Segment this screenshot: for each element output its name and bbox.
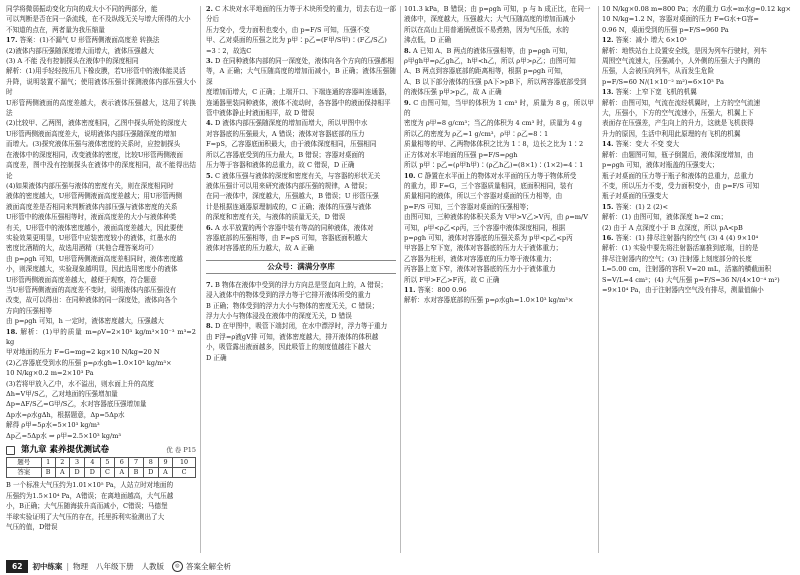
question-block xyxy=(404,46,594,98)
explanation-line: 丙容器上宽下窄，液体对容器底的压力小于液体重力 xyxy=(404,265,556,274)
table-header-cell: 8 xyxy=(143,458,158,468)
question-number: 14. xyxy=(602,140,614,149)
explanation-line: 解析：(1)用手轻轻按压几下橡皮膜，若U形管中的液体能灵活 xyxy=(6,67,186,76)
question-block xyxy=(404,285,594,306)
explanation-line: 由图可知，三种液体的体积关系为 V甲>V乙>V丙，由 ρ=m/V xyxy=(404,213,589,222)
intro-line: 液体中，深度越大，压强越大；大气压随高度的增加而减小 xyxy=(404,15,576,24)
intro-line: 不知道的点在，两者量为我压缩量 xyxy=(6,25,105,34)
explanation-line: 连通器里装同种液体，液体不流动时，各容器中的液面保持相平 xyxy=(206,98,391,107)
explanation-line: C 木块对水平地面的压力等于木块所受的重力，切去右边一部分后 xyxy=(206,5,396,24)
explanation-line: 升力的原因，生活中利用此原理的有飞机的机翼 xyxy=(602,129,741,138)
explanation-line: (2)乙容器底受到水的压强 p=ρ水gh=1.0×10³ kg/m³× xyxy=(6,358,172,367)
question-block xyxy=(602,202,794,233)
explanation-line: U形管两侧液面高度差大，说明液体内部压强随深度的增加 xyxy=(6,129,177,138)
explanation-line: B 正确；物体受到的浮力大小与物体的密度无关，C 错误； xyxy=(206,301,379,310)
answer-line: 解析：(1)甲的质量 m=ρV=2×10³ kg/m³×10⁻³ m³=2 kg xyxy=(6,327,196,346)
question-block xyxy=(206,223,396,254)
question-number: 9. xyxy=(404,98,411,107)
footer-tagline: 答案全解全析 xyxy=(185,561,231,571)
explanation-line: 由 F浮=ρ液gV排 可知，液体密度越大，排开液体的体积越 xyxy=(206,332,379,341)
intro-line: 同学将微弱振动变化方向的成大小不同的两部分，能 xyxy=(6,5,158,13)
explanation-line: 大，压强小，下方的空气流速小，压强大，机翼上下 xyxy=(602,109,754,118)
explanation-line: 解析：水对容器底部的压强 p=ρ水gh=1.0×10³ kg/m³× xyxy=(404,296,574,305)
answer-table xyxy=(6,457,196,478)
column-3 xyxy=(404,4,594,555)
question-number: 17. xyxy=(6,36,18,45)
explanation-line: D 在同种液体内部的同一深度处，液体向各个方向的压强都相 xyxy=(215,57,394,66)
intro-line: 所以在高山上用普通锅煮饭不易煮熟，因为气压低，水的 xyxy=(404,25,569,34)
explanation-line: 管中液体静止时液面相平，故 D 错误 xyxy=(206,109,315,118)
explanation-line: (2) 由于 A 点深度小于 B 点深度，所以 pA<pB xyxy=(602,223,743,232)
explanation-line: D 正确 xyxy=(206,353,227,362)
explanation-line: U形管两侧液面的高度差越大，表示液体压强越大，这用了转换法 xyxy=(6,98,196,118)
question-number: 4. xyxy=(206,119,213,128)
explanation-line: 解析：地铁站台上设置安全线，是因为列车行驶时，列车 xyxy=(602,46,767,55)
chapter-reference: 优 卷 P15 xyxy=(166,446,196,455)
question-number: 8. xyxy=(404,46,411,55)
question-number: 8. xyxy=(206,322,213,331)
explanation-line: 对容器底的压强最大，A 错误；液体对容器底部的压力 xyxy=(206,129,365,138)
explanation-line: 小，吸管露出液面越多，因此吸管上的刻度值越往下越大 xyxy=(206,343,371,352)
explanation-line: B 物体在液体中受到的浮力方向总是竖直向上的，A 错误； xyxy=(215,280,388,289)
explanation-line: B 一个标准大气压约为1.01×10⁵ Pa，人站立时对地面的 xyxy=(6,481,174,490)
explanation-line: 解析：(1) 由图可知，液体深度 h=2 cm； xyxy=(602,213,728,222)
intro-line: 10 N/kg×0.08 m=800 Pa；水的重力 G水=m水g=0.12 kg× xyxy=(602,5,792,13)
explanation-line: 瓶子对桌面的压强变大 xyxy=(602,192,668,201)
question-number: 13. xyxy=(602,88,614,97)
explanation-line: 的液体压强 p甲>p乙，故 A 正确 xyxy=(404,88,502,97)
explanation-line: 计是根据连通器原理制成的，C 正确；液体的压强与液体 xyxy=(206,202,372,211)
explanation-line: (4)如果液体内部压强与液体的密度有关，则在深度相同时 xyxy=(6,181,174,190)
table-header-cell: 3 xyxy=(69,458,84,468)
explanation-line: Δp水=ρ水gΔh，根据题意，Δp=5Δp水 xyxy=(6,410,125,419)
answer-line: 答案：(1) 2 (2)< xyxy=(615,202,668,211)
explanation-line: 甲对地面的压力 F=G=mg=2 kg×10 N/kg=20 N xyxy=(6,348,160,357)
explanation-line: 升降，说明装置不漏气；使用液体压强计探测液体内部压强大小时 xyxy=(6,77,196,97)
answer-line: 答案：(1) 排尽注射器内的空气 (3) 4 (4) 9×10⁴ xyxy=(615,233,759,242)
chapter-icon xyxy=(6,446,15,455)
explanation-line: 改变，故可以得出：在同种液体的同一深度处，液体向各个 xyxy=(6,296,178,305)
separator: | xyxy=(66,561,69,571)
intro-text xyxy=(404,4,594,46)
table-cell: D xyxy=(143,468,158,478)
explanation-line: A 已知 A、B 两点的液体压强相等，由 p=ρgh 可知， xyxy=(413,46,573,55)
explanation-line: 容器底部的压强相等，由 F=pS 可知，容器底面积越大 xyxy=(206,233,368,242)
question-block xyxy=(602,87,794,139)
column-divider xyxy=(400,6,401,553)
explanation-line: 所以乙容器底受到的压力最大，B 错误；容器对桌面的 xyxy=(206,150,365,159)
question-block xyxy=(206,4,396,56)
answer-line: 答案：(1)不漏气 U 形管两侧液面高度差 转换法 xyxy=(19,36,160,45)
explanation-line: 在同一液体中，深度越大，压强越大，B 错误；U 形管压强 xyxy=(206,192,379,201)
table-header-cell: 9 xyxy=(158,458,172,468)
table-header-cell: 2 xyxy=(55,458,69,468)
explanation-line: ρ甲gh甲=ρ乙gh乙，h甲<h乙，所以 ρ甲>ρ乙；由图可知 xyxy=(404,57,576,66)
explanation-line: 液体压强计可以用来研究液体内部压强的规律，A 错误； xyxy=(206,181,372,190)
explanation-line: 压强约为1.5×10⁴ Pa，A错误；在离地面越高，大气压越 xyxy=(6,491,174,500)
table-cell: C xyxy=(173,468,196,478)
column-divider xyxy=(598,6,599,553)
explanation-line: 压力等于容器和液体的总重力，故 C 错误，D 正确 xyxy=(206,161,355,170)
explanation-line: U形管两侧液面高度差越大，越便于观察，符合题意 xyxy=(6,275,157,284)
answer-line: 答案：减小 增大 6×10³ xyxy=(615,36,687,45)
explanation-line: A 水平放置的两个容器中装有等高的同种液体，液体对 xyxy=(215,223,374,232)
explanation-line: 压强，人会被压向列车，从而发生危险 xyxy=(602,67,715,76)
explanation-line: p=F/S=60 N/(1×10⁻² m²)=6×10³ Pa xyxy=(602,77,724,86)
subject-label: 物理 xyxy=(72,561,88,571)
question-number: 5. xyxy=(206,171,213,180)
explanation-line: Δp=ΔF/S乙=G甲/S乙，水对容器底压强增加量 xyxy=(6,400,147,409)
explanation-line: 解析：由图可知，气流在流经机翼时，上方的空气流速 xyxy=(602,98,761,107)
table-cell: C xyxy=(100,468,115,478)
table-cell: B xyxy=(129,468,143,478)
explanation-line: D 在甲图中，吸管下端封闭，在水中漂浮时，浮力等于重力 xyxy=(215,322,388,331)
explanation-line: Δh=V甲/S乙，乙对地面的压强增加量 xyxy=(6,390,118,399)
explanation-line: 质量相同的液体，所以三个容器对桌面的压力相等，由 xyxy=(404,192,563,201)
column-4 xyxy=(602,4,794,555)
explanation-line: 高度差，图中没有控制探头在液体中的深度相同，故不能得出结论 xyxy=(6,161,196,180)
explanation-line: (3)若将甲放入乙中，水不溢出，则水面上升的高度 xyxy=(6,379,154,388)
column-2 xyxy=(206,4,396,555)
question-block xyxy=(206,118,396,170)
question-block xyxy=(206,280,396,322)
explanation-line: 质量相等的甲、乙两物体体积之比为 1∶8，边长之比为 1∶2 xyxy=(404,140,584,149)
explanation-line: 的重力，即 F=G，三个容器质量相同，底面积相同，装有 xyxy=(404,181,574,190)
table-cell: B xyxy=(41,468,55,478)
explanation-line: 所以 F甲>F乙>F丙，故 C 正确 xyxy=(404,275,500,284)
explanation-line: 方向的压强相等 xyxy=(6,306,53,315)
explanation-line: 有关，U形管中的液体密度越小，液面高度差越大，因此要使 xyxy=(6,223,183,232)
explanation-line: 正方体对水平地面的压强 p=F/S=ρgh xyxy=(404,150,518,159)
explanation-line: 乙容器为柱形，液体对容器底的压力等于液体重力； xyxy=(404,254,556,263)
formula-line: Δp乙=5Δp水 ⇒ ρ甲=2.5×10³ kg/m³ xyxy=(6,431,122,440)
page-footer xyxy=(0,557,800,575)
explanation-line: (2)比较甲、乙两图，液体密度相同，乙图中探头所处的深度大 xyxy=(6,119,187,128)
question-number: 3. xyxy=(206,57,213,66)
explanation-line: 液面高度差是否相同来判断液体内部压强与液体密度的关系 xyxy=(6,202,178,211)
question-number: 10. xyxy=(404,171,416,180)
explanation-line: U形管中的液体压强相等时，液面高度差的大小与液体种类 xyxy=(6,213,177,222)
question-number: 12. xyxy=(602,36,614,45)
explanation-line: C 液体压强与液体的深度和密度有关，与容器的形状无关 xyxy=(215,171,381,180)
explanation-line: 排尽注射器内的空气；(3) 注射器上刻度部分的长度 xyxy=(602,254,752,263)
answer-line: 答案：上窄下宽 飞机的机翼 xyxy=(615,88,697,97)
question-1 xyxy=(6,480,196,532)
table-cell: D xyxy=(69,468,84,478)
table-header-cell: 4 xyxy=(85,458,100,468)
explanation-line: 压力变小，受力面积也变小，由 p=F/S 可知，压强不变 xyxy=(206,25,370,34)
circle-icon: ◎ xyxy=(172,561,183,572)
explanation-line: 密度为 ρ甲=8 g/cm³；当乙的体积为 4 cm³ 时，质量为 4 g xyxy=(404,119,582,128)
explanation-line: 半球实验证明了大气压的存在，托里拆利实验测出了大 xyxy=(6,512,165,521)
question-block xyxy=(206,56,396,118)
explanation-line: 由 p=ρgh 可知，U形管两侧液面高度差相同时，液体密度越 xyxy=(6,254,183,263)
table-cell: 答案 xyxy=(7,468,42,478)
explanation-line: 小，则深度越大，实验现象越明显，因此选用密度小的液体 xyxy=(6,265,178,274)
intro-line: 可以判断是否在同一条流线，在不及纵线无关与增大所得的大小 xyxy=(6,15,191,24)
explanation-line: p=ρgh 可知，液体对容器底的压强关系为 p甲<p乙<p丙 xyxy=(404,233,573,242)
explanation-line: =3∶2，故选C xyxy=(206,46,252,55)
intro-text xyxy=(602,4,794,35)
explanation-line: 而增大。(3)探究液体压强与液体密度的关系时，应控制探头 xyxy=(6,140,181,149)
table-cell: A xyxy=(115,468,129,478)
question-number: 2. xyxy=(206,5,213,13)
explanation-line: 所以 p甲∶p乙=(ρ甲h甲)∶(ρ乙h乙)=(8×1)∶(1×2)=4∶1 xyxy=(404,161,584,170)
explanation-line: 不变，所以压力不变，受力面积变小，由 p=F/S 可知 xyxy=(602,181,760,190)
explanation-line: (3) A 不能 没有控制探头在液体中的深度相同 xyxy=(6,57,139,66)
answer-table-row xyxy=(7,468,196,478)
intro-line: 101.3 kPa，B 错误；由 p=ρgh 可知，p 与 h 成正比，在同一 xyxy=(404,5,591,13)
table-header-cell: 题号 xyxy=(7,458,42,468)
explanation-line: 液体对容器底的压力越大，故 A 正确 xyxy=(206,244,314,253)
table-cell: A xyxy=(158,468,172,478)
explanation-line: 解得 ρ甲=5ρ水=5×10³ kg/m³ xyxy=(6,421,100,430)
explanation-line: L=5.00 cm，注射器的容积 V=20 mL，活塞的横截面积 xyxy=(602,265,772,274)
page-number: 62 xyxy=(6,560,28,573)
question-number: 16. xyxy=(602,233,614,242)
explanation-line: 密度比酒精的大，故选用酒精（其他合理答案均可） xyxy=(6,244,158,253)
table-header-cell: 7 xyxy=(129,458,143,468)
intro-line: 10 N/kg=1.2 N，容器对桌面的压力 F=G水+G容= xyxy=(602,15,759,24)
explanation-line: 在液体中的深度相同，改变液体的密度，比较U形管两侧液面 xyxy=(6,150,183,159)
question-block xyxy=(602,139,794,201)
explanation-line: 可知，ρ甲<ρ乙<ρ丙，三个容器中液体深度相同，根据 xyxy=(404,223,566,232)
chapter-header xyxy=(6,445,196,455)
question-number: 15. xyxy=(602,202,614,211)
table-cell: D xyxy=(85,468,100,478)
explanation-line: 由 p=ρgh 可知，h 一定时，液体密度越大，压强越大 xyxy=(6,317,164,326)
question-number: 7. xyxy=(206,280,213,289)
explanation-line: 小，B正确；大气压随海拔升高而减小，C错误；马德堡 xyxy=(6,502,168,511)
explanation-line: 表面存在压强差，产生向上的升力，这就是飞机获得 xyxy=(602,119,754,128)
explanation-line: 浮力大小与物体浸没在液体中的深度无关，D 错误 xyxy=(206,311,352,320)
column-divider xyxy=(200,6,201,553)
question-block xyxy=(206,171,396,223)
question-number: 18. xyxy=(6,327,18,336)
explanation-line: =9×10⁴ Pa，由于注射器内空气没有排尽，测量值偏小 xyxy=(602,285,764,294)
explanation-line: 周围空气流速大，压强减小，人外侧的压强大于内侧的 xyxy=(602,57,761,66)
intro-line: 沸点低，D 正确 xyxy=(404,36,451,45)
question-number: 11. xyxy=(404,285,416,294)
question-number: 6. xyxy=(206,223,213,232)
question-18 xyxy=(6,327,196,441)
table-header-cell: 10 xyxy=(173,458,196,468)
answer-line: 答案：800 0.96 xyxy=(417,285,467,294)
explanation-line: A、B 以下部分液体的压强 pA下>pB下，所以两容器底部受到 xyxy=(404,77,587,86)
explanation-line: 实验效果更明显，U形管中应装密度较小的液体，红墨水的 xyxy=(6,233,177,242)
wechat-banner: 公众号：满满分享库 xyxy=(206,260,396,274)
explanation-line: 度增加而增大，C 正确；上端开口、下端连通的容器叫连通器， xyxy=(206,88,392,97)
explanation-line: 气压的值，D错误 xyxy=(6,523,58,532)
intro-text xyxy=(6,4,196,35)
explanation-line: 所以乙的密度为 ρ乙=1 g/cm³，ρ甲∶ρ乙=8∶1 xyxy=(404,129,549,138)
table-header-cell: 1 xyxy=(41,458,55,468)
question-block xyxy=(404,98,594,171)
brand-name: 初中练案 xyxy=(32,561,63,571)
question-block xyxy=(602,233,794,295)
explanation-line: (2)液体内部压强随深度增大而增大，液体压强越大 xyxy=(6,46,154,55)
explanation-line: p=F/S 可知，三个容器对桌面的压强相等； xyxy=(404,202,533,211)
explanation-line: 解析：(1) 实验中要先将注射器活塞推到底端，目的是 xyxy=(602,244,759,253)
explanation-line: A、B 两点到容器底部的距离相等，根据 p=ρgh 可知， xyxy=(404,67,568,76)
column-1 xyxy=(6,4,196,555)
explanation-line: 瓶子对桌面的压力等于瓶子和液体的总重力，总重力 xyxy=(602,171,754,180)
table-header-cell: 5 xyxy=(100,458,115,468)
explanation-line: 液体的密度越大，U形管两侧液面高度差越大；用U形管两侧 xyxy=(6,192,182,201)
explanation-line: 浸入液体中的物体受到的浮力等于它排开液体所受的重力 xyxy=(206,291,371,300)
explanation-line: 甲容器上窄下宽，液体对容器底的压力大于液体重力； xyxy=(404,244,563,253)
explanation-line: 等，A 正确；大气压随高度的增加而减小，B 正确；液体压强随深 xyxy=(206,67,396,86)
table-header-cell: 6 xyxy=(115,458,129,468)
explanation-line: S=V/L=4 cm²；(4) 大气压强 p=F/S=36 N/(4×10⁻⁴ m²) xyxy=(602,275,780,284)
explanation-line: C 由图可知，当甲的体积为 1 cm³ 时，质量为 8 g，所以甲的 xyxy=(404,98,594,118)
explanation-line: F=pS，乙容器底面积最大，由于液体深度相同，压强相同 xyxy=(206,140,377,149)
explanation-line: p=ρgh 可知，液体对瓶盖的压强变大； xyxy=(602,161,719,170)
intro-line: 0.96 N，桌面受到的压强 p=F/S=960 Pa xyxy=(602,25,729,34)
explanation-line: D 液体内部压强随深度的增加而增大，所以甲图中水 xyxy=(215,119,368,128)
explanation-line: 解析：由题图可知，瓶子倒置后，液体深度增加，由 xyxy=(602,150,754,159)
question-block xyxy=(404,171,594,285)
grade-label: 八年级下册 xyxy=(95,561,134,571)
explanation-line: 当U形管两侧液面的高度差不变时，说明液体内部压强没有 xyxy=(6,285,177,294)
question-block xyxy=(602,35,794,87)
answer-table-header xyxy=(7,458,196,468)
question-17 xyxy=(6,35,196,326)
answer-line: 答案：变大 不变 变大 xyxy=(615,140,680,149)
explanation-line: C 静置在水平面上的物体对水平面的压力等于物体所受 xyxy=(417,171,577,180)
chapter-title: 第九章 素养提优测试卷 xyxy=(21,445,109,456)
question-block xyxy=(206,321,396,363)
explanation-line: 的深度和密度有关，与液体的质量无关，D 错误 xyxy=(206,213,346,222)
table-cell: A xyxy=(55,468,69,478)
explanation-line: 10 N/kg×0.2 m=2×10³ Pa xyxy=(6,369,94,378)
edition-label: 人教版 xyxy=(141,561,164,571)
explanation-line: 甲、乙对桌面的压强之比为 p甲∶p乙=(F甲/S甲)∶(F乙/S乙) xyxy=(206,36,387,45)
